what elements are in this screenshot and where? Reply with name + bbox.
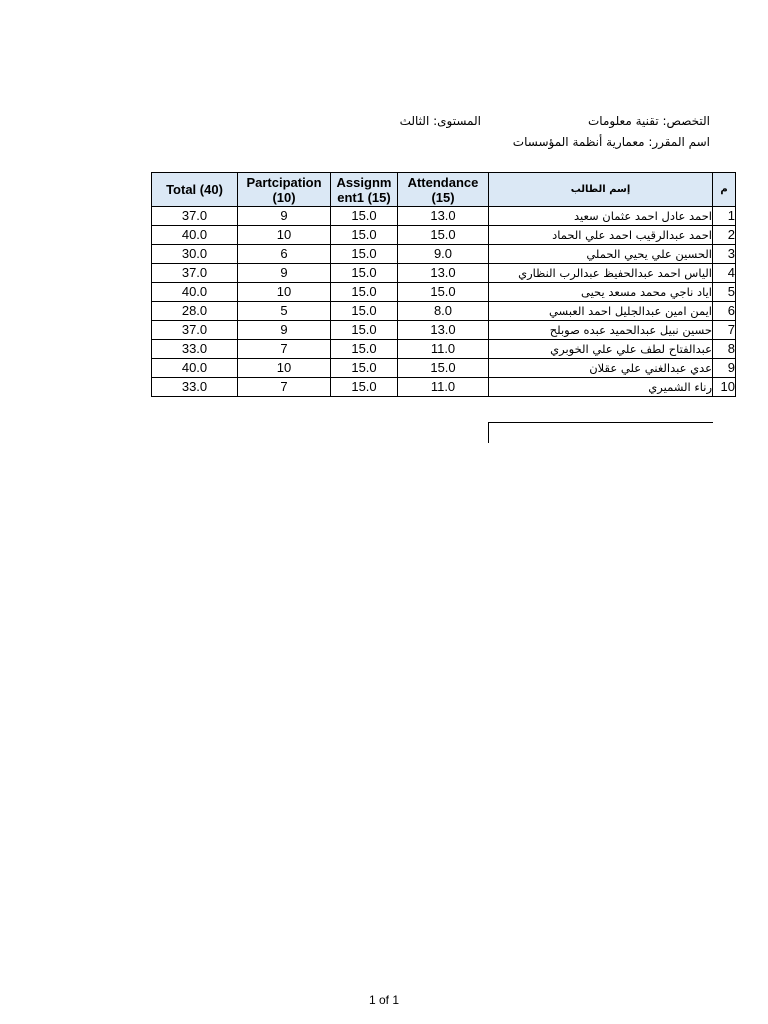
table-row [152,283,736,302]
cell-student-name: رناء الشميري [489,378,713,397]
cell-student-name: احمد عبدالرقيب احمد علي الحماد [489,226,713,245]
cell-assignment: 15.0 [331,378,398,397]
cell-assignment: 15.0 [331,264,398,283]
cell-assignment: 15.0 [331,207,398,226]
cell-index: 7 [713,321,736,340]
page-number: 1 of 1 [368,993,400,1007]
table-row [152,264,736,283]
cell-participation: 6 [238,245,331,264]
table-row [152,340,736,359]
cell-assignment: 15.0 [331,283,398,302]
cell-participation: 9 [238,321,331,340]
cell-total: 30.0 [152,245,238,264]
empty-cell-outline [488,422,713,443]
table-row [152,378,736,397]
cell-total: 40.0 [152,359,238,378]
table-header-row [152,173,736,207]
cell-index: 9 [713,359,736,378]
column-header-index: م [713,173,736,207]
cell-index: 10 [713,378,736,397]
column-header-assignment: Assignm ent1 (15) [331,173,398,207]
cell-participation: 7 [238,378,331,397]
table-row [152,321,736,340]
column-header-attendance: Attendance (15) [398,173,489,207]
cell-attendance: 15.0 [398,283,489,302]
cell-student-name: اياد ناجي محمد مسعد يحيى [489,283,713,302]
cell-total: 40.0 [152,226,238,245]
cell-student-name: حسين نبيل عبدالحميد عبده صوبلح [489,321,713,340]
column-header-student-name: إسم الطالب [489,173,713,207]
cell-attendance: 13.0 [398,207,489,226]
table-row [152,245,736,264]
cell-index: 6 [713,302,736,321]
cell-participation: 10 [238,283,331,302]
cell-assignment: 15.0 [331,321,398,340]
cell-attendance: 13.0 [398,264,489,283]
cell-participation: 7 [238,340,331,359]
cell-total: 40.0 [152,283,238,302]
cell-index: 4 [713,264,736,283]
cell-student-name: احمد عادل احمد عثمان سعيد [489,207,713,226]
cell-participation: 9 [238,264,331,283]
grades-table [151,172,736,397]
cell-attendance: 11.0 [398,340,489,359]
specialization-label: التخصص: تقنية معلومات [588,114,710,128]
cell-attendance: 8.0 [398,302,489,321]
cell-assignment: 15.0 [331,245,398,264]
cell-student-name: عدي عبدالغني علي عقلان [489,359,713,378]
cell-total: 28.0 [152,302,238,321]
column-header-total: Total (40) [152,173,238,207]
table-row [152,207,736,226]
cell-attendance: 15.0 [398,359,489,378]
cell-attendance: 9.0 [398,245,489,264]
cell-index: 3 [713,245,736,264]
cell-student-name: ايمن امين عبدالجليل احمد العبسي [489,302,713,321]
cell-index: 2 [713,226,736,245]
cell-participation: 5 [238,302,331,321]
cell-student-name: الياس احمد عبدالحفيظ عبدالرب النظاري [489,264,713,283]
cell-assignment: 15.0 [331,302,398,321]
cell-student-name: الحسين علي يحيي الحملي [489,245,713,264]
cell-assignment: 15.0 [331,226,398,245]
cell-index: 1 [713,207,736,226]
table-row [152,359,736,378]
table-row [152,302,736,321]
cell-index: 5 [713,283,736,302]
cell-participation: 10 [238,359,331,378]
cell-total: 33.0 [152,340,238,359]
column-header-participation: Partcipation (10) [238,173,331,207]
cell-attendance: 11.0 [398,378,489,397]
course-name-label: اسم المقرر: معمارية أنظمة المؤسسات [512,135,710,149]
cell-attendance: 13.0 [398,321,489,340]
cell-attendance: 15.0 [398,226,489,245]
cell-assignment: 15.0 [331,340,398,359]
table-row [152,226,736,245]
level-label: المستوى: الثالث [399,114,481,128]
cell-participation: 10 [238,226,331,245]
cell-student-name: عبدالفتاح لطف علي علي الخوبري [489,340,713,359]
cell-total: 37.0 [152,207,238,226]
cell-total: 37.0 [152,321,238,340]
cell-total: 33.0 [152,378,238,397]
cell-total: 37.0 [152,264,238,283]
cell-assignment: 15.0 [331,359,398,378]
cell-participation: 9 [238,207,331,226]
cell-index: 8 [713,340,736,359]
